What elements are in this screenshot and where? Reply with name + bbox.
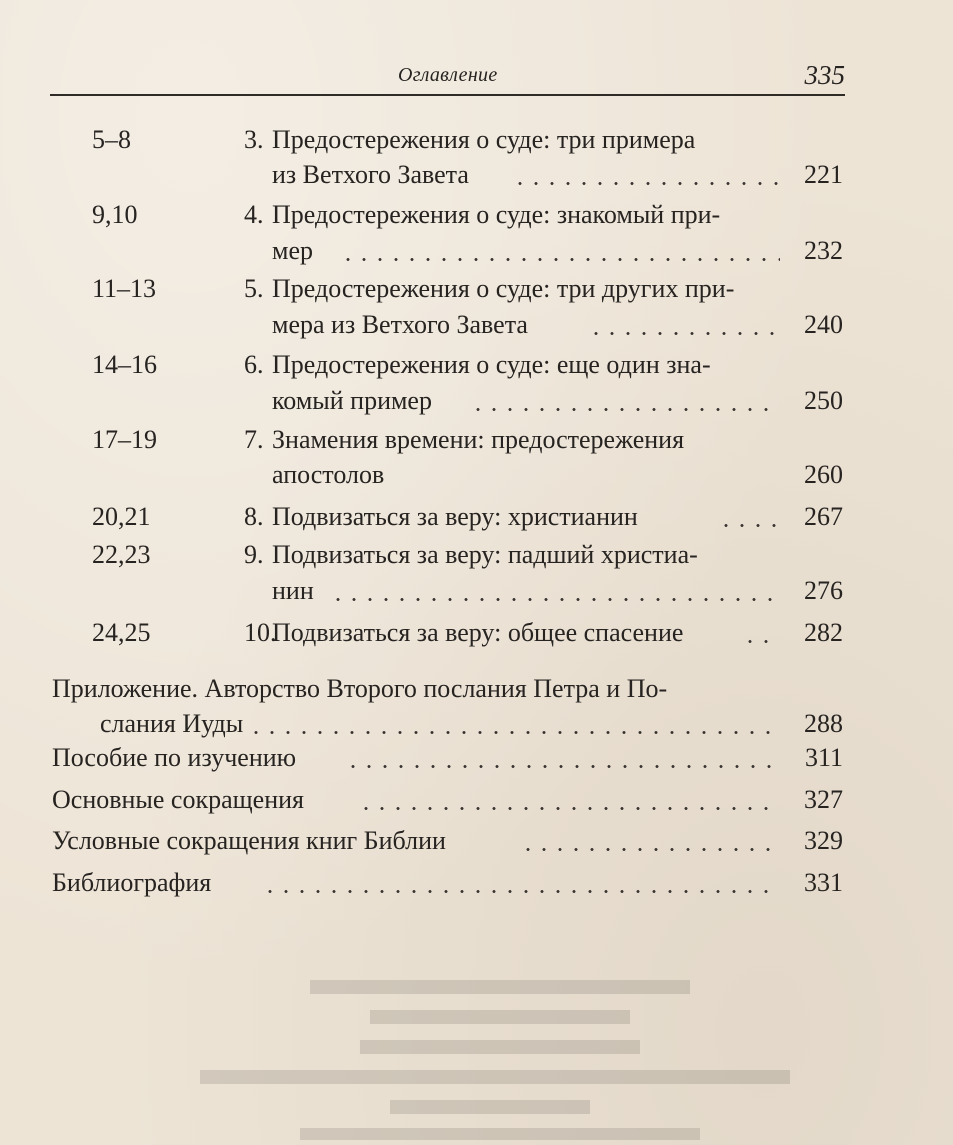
dot-leader bbox=[262, 890, 780, 893]
entry-page-number: 276 bbox=[804, 576, 843, 605]
entry-title-line: Предостережения о суде: еще один зна- bbox=[272, 350, 711, 379]
entry-title-line: Знамения времени: предостережения bbox=[272, 425, 685, 454]
entry-title-line: Подвизаться за веру: общее спасение bbox=[272, 618, 684, 647]
dot-leader bbox=[742, 640, 780, 643]
verse-range: 9,10 bbox=[92, 200, 138, 229]
entry-title-line: нин bbox=[272, 576, 314, 605]
verse-range: 22,23 bbox=[92, 540, 151, 569]
entry-number: 9. bbox=[244, 540, 264, 569]
verse-range: 11–13 bbox=[92, 274, 157, 303]
verse-range: 14–16 bbox=[92, 350, 157, 379]
entry-number: 6. bbox=[244, 350, 264, 379]
entry-page-number: 260 bbox=[804, 460, 843, 489]
appendix-page-number: 288 bbox=[804, 709, 843, 738]
entry-title-line: Подвизаться за веру: падший христиа- bbox=[272, 540, 698, 569]
entry-title-line: Подвизаться за веру: христианин bbox=[272, 502, 638, 531]
dot-leader bbox=[470, 408, 780, 411]
entry-number: 8. bbox=[244, 502, 264, 531]
back-matter-page-number: 329 bbox=[804, 826, 843, 855]
entry-page-number: 282 bbox=[804, 618, 843, 647]
entry-number: 10. bbox=[244, 618, 277, 647]
entry-page-number: 240 bbox=[804, 310, 843, 339]
verse-range: 24,25 bbox=[92, 618, 151, 647]
entry-title-line: мера из Ветхого Завета bbox=[272, 310, 528, 339]
entry-title-line: мер bbox=[272, 236, 313, 265]
entry-page-number: 221 bbox=[804, 160, 843, 189]
dot-leader bbox=[358, 807, 780, 810]
back-matter-page-number: 331 bbox=[804, 868, 843, 897]
entry-page-number: 250 bbox=[804, 386, 843, 415]
back-matter-title: Библиография bbox=[52, 868, 212, 897]
dot-leader bbox=[520, 848, 780, 851]
dot-leader bbox=[718, 524, 780, 527]
appendix-title-line: слания Иуды bbox=[100, 709, 244, 738]
dot-leader bbox=[345, 765, 780, 768]
entry-title-line: апостолов bbox=[272, 460, 385, 489]
verse-range: 17–19 bbox=[92, 425, 157, 454]
running-header bbox=[50, 58, 845, 96]
dot-leader bbox=[248, 731, 780, 734]
back-matter-title: Пособие по изучению bbox=[52, 743, 297, 772]
entry-number: 3. bbox=[244, 125, 264, 154]
entry-title-line: комый пример bbox=[272, 386, 432, 415]
dot-leader bbox=[588, 332, 780, 335]
back-matter-title: Основные сокращения bbox=[52, 785, 304, 814]
entry-number: 7. bbox=[244, 425, 264, 454]
show-through-texture bbox=[160, 960, 810, 1140]
back-matter-page-number: 311 bbox=[804, 743, 843, 772]
verse-range: 5–8 bbox=[92, 125, 131, 154]
back-matter-title: Условные сокращения книг Библии bbox=[52, 826, 446, 855]
header-title: Оглавление bbox=[398, 64, 498, 86]
entry-page-number: 267 bbox=[804, 502, 843, 531]
entry-number: 5. bbox=[244, 274, 264, 303]
back-matter-page-number: 327 bbox=[804, 785, 843, 814]
entry-title-line: Предостережения о суде: знакомый при- bbox=[272, 200, 721, 229]
entry-title-line: из Ветхого Завета bbox=[272, 160, 469, 189]
dot-leader bbox=[330, 598, 780, 601]
entry-title-line: Предостережения о суде: три других при- bbox=[272, 274, 735, 303]
appendix-title-line: Приложение. Авторство Второго послания Петра и По- bbox=[52, 674, 668, 703]
entry-number: 4. bbox=[244, 200, 264, 229]
verse-range: 20,21 bbox=[92, 502, 151, 531]
dot-leader bbox=[512, 182, 780, 185]
header-page-number: 335 bbox=[804, 60, 845, 90]
dot-leader bbox=[340, 258, 780, 261]
entry-page-number: 232 bbox=[804, 236, 843, 265]
entry-title-line: Предостережения о суде: три примера bbox=[272, 125, 696, 154]
